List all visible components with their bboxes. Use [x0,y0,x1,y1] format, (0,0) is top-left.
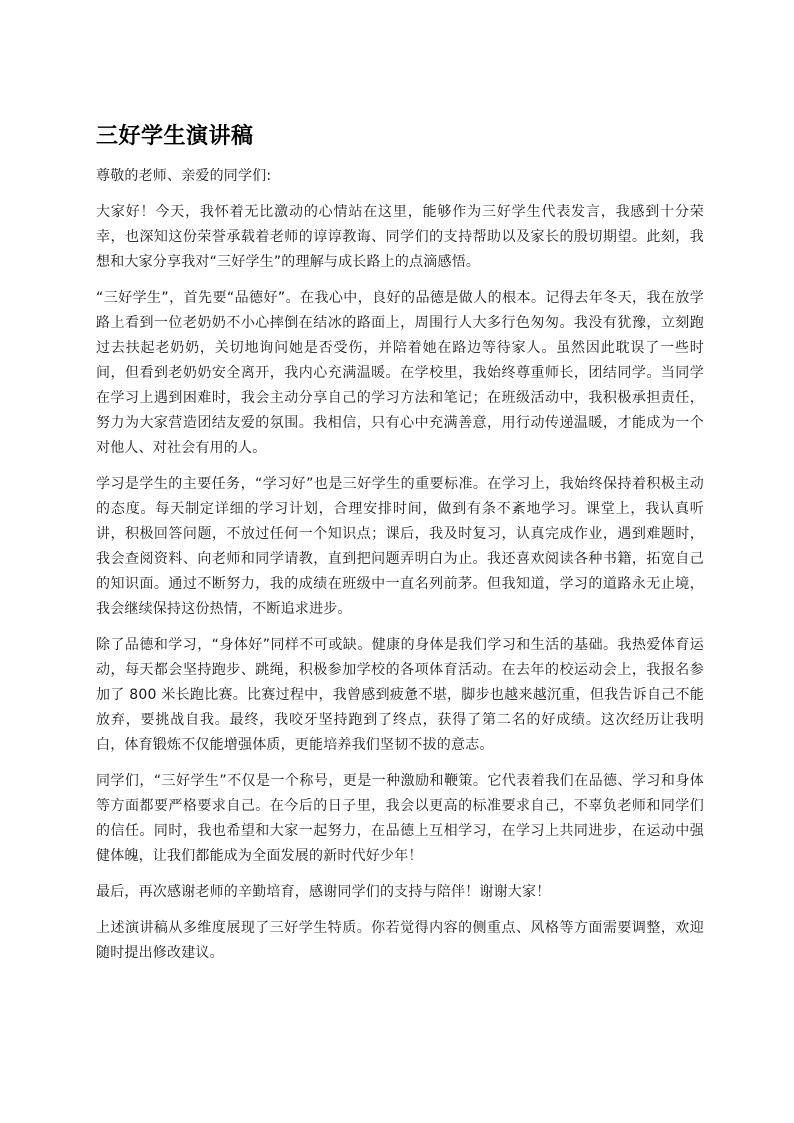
paragraph-health: 除了品德和学习，“身体好”同样不可或缺。健康的身体是我们学习和生活的基础。我热爱体育运动，每天都会坚持跑步、跳绳，积极参加学校的各项体育活动。在去年的校运动会上，我报名参加了 800 米长跑比赛。比赛过程中，我曾感到疲惫不堪，脚步也越来越沉重，但我告诉自己不能放弃，要挑战自我。最终，我咬牙坚持跑到了终点，获得了第二名的好成绩。这次经历让我明白，体育锻炼不仅能增强体质，更能培养我们坚韧不拔的意志。 [96,637,704,753]
paragraph-intro: 大家好！今天，我怀着无比激动的心情站在这里，能够作为三好学生代表发言，我感到十分荣幸，也深知这份荣誉承载着老师的谆谆教诲、同学们的支持帮助以及家长的殷切期望。此刻，我想和大家分享我对“三好学生”的理解与成长路上的点滴感悟。 [96,204,704,270]
document-title: 三好学生演讲稿 [96,124,254,149]
paragraph-note: 上述演讲稿从多维度展现了三好学生特质。你若觉得内容的侧重点、风格等方面需要调整，欢迎随时提出修改建议。 [96,920,704,961]
paragraph-summary: 同学们，“三好学生”不仅是一个称号，更是一种激励和鞭策。它代表着我们在品德、学习和身体等方面都要严格要求自己。在今后的日子里，我会以更高的标准要求自己，不辜负老师和同学们的信任。同时，我也希望和大家一起努力，在品德上互相学习，在学习上共同进步，在运动中强健体魄，让我们都能成为全面发展的新时代好少年！ [96,773,704,864]
document-page [96,120,704,977]
paragraph-study: 学习是学生的主要任务，“学习好”也是三好学生的重要标准。在学习上，我始终保持着积极主动的态度。每天制定详细的学习计划，合理安排时间，做到有条不紊地学习。课堂上，我认真听讲，积极回答问题，不放过任何一个知识点；课后，我及时复习，认真完成作业，遇到难题时，我会查阅资料、向老师和同学请教，直到把问题弄明白为止。我还喜欢阅读各种书籍，拓宽自己的知识面。通过不断努力，我的成绩在班级中一直名列前茅。但我知道，学习的道路永无止境，我会继续保持这份热情，不断追求进步。 [96,476,704,617]
paragraph-thanks: 最后，再次感谢老师的辛勤培育，感谢同学们的支持与陪伴！谢谢大家！ [96,884,551,900]
greeting: 尊敬的老师、亲爱的同学们: [96,168,272,184]
paragraph-morality: “三好学生”，首先要“品德好”。在我心中，良好的品德是做人的根本。记得去年冬天，我在放学路上看到一位老奶奶不小心摔倒在结冰的路面上，周围行人大多行色匆匆。我没有犹豫，立刻跑过去扶起老奶奶，关切地询问她是否受伤，并陪着她在路边等待家人。虽然因此耽误了一些时间，但看到老奶奶安全离开，我内心充满温暖。在学校里，我始终尊重师长，团结同学。当同学在学习上遇到困难时，我会主动分享自己的学习方法和笔记；在班级活动中，我积极承担责任，努力为大家营造团结友爱的氛围。我相信，只有心中充满善意，用行动传递温暖，才能成为一个对他人、对社会有用的人。 [96,290,704,456]
